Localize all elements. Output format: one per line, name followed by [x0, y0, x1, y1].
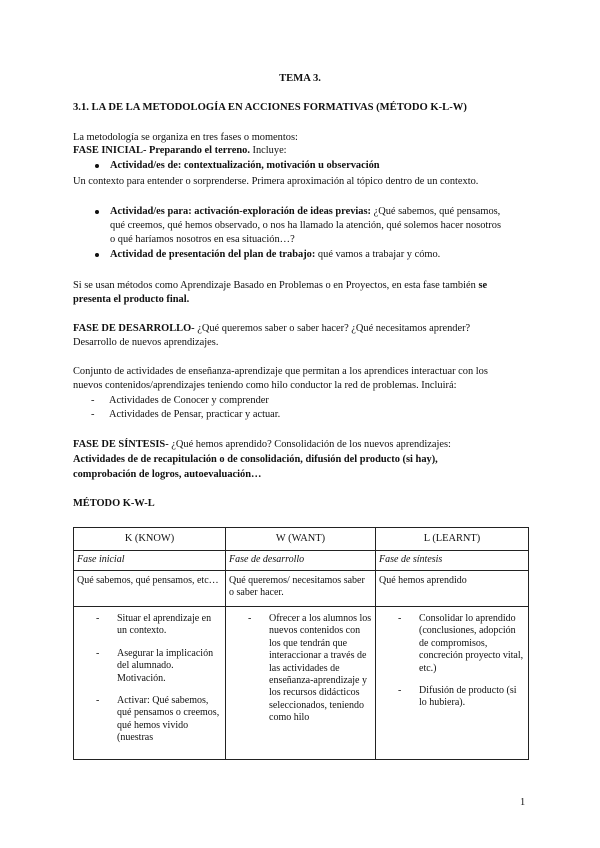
conjunto-line1: Conjunto de actividades de enseñanza-aprendizaje que permitan a los aprendices interactuar con los [73, 366, 488, 377]
bullet-plan-label: Actividad de presentación del plan de trabajo: [110, 249, 316, 260]
abp-line1 [73, 279, 487, 292]
bullet-activacion-text: ¿Qué sabemos, qué pensamos, [371, 206, 501, 217]
question-want: Qué queremos/ necesitamos saber o saber hacer. [229, 575, 365, 599]
phase-desarrollo: Fase de desarrollo [229, 554, 305, 565]
fase-sintesis-bold1: Actividades de de recapitulación o de consolidación, difusión del producto (si hay), [73, 454, 438, 465]
section-heading: 3.1. LA DE LA METODOLOGÍA EN ACCIONES FORMATIVAS (MÉTODO K-L-W) [73, 102, 467, 113]
header-know: K (KNOW) [74, 528, 226, 551]
list-item-text: Difusión de producto (si lo hubiera). [419, 685, 517, 709]
activities-learnt [376, 607, 528, 759]
header-learnt: L (LEARNT) [376, 528, 529, 551]
list-dash: - [96, 695, 100, 707]
list-dash: - [96, 647, 100, 659]
fase-desarrollo-rest: ¿Qué queremos saber o saber hacer? ¿Qué necesitamos aprender? [194, 323, 471, 334]
list-item-text: Asegurar la implicación del alumnado. Motivación. [117, 647, 214, 684]
list-item [77, 613, 222, 638]
bullet-dot [95, 164, 99, 168]
table-row-activities [74, 607, 529, 760]
list-dash: - [91, 409, 95, 420]
abp-bold-se: se [478, 280, 488, 291]
list-dash: - [398, 613, 402, 624]
metodo-kwl-title: MÉTODO K-W-L [73, 498, 155, 509]
list-dash: - [398, 685, 402, 697]
fase-sintesis-line [73, 438, 451, 451]
table-header-row [74, 528, 529, 551]
fase-sintesis-bold2: comprobación de logros, autoevaluación… [73, 469, 262, 480]
bullet-dot [95, 210, 99, 214]
list-item [379, 613, 525, 675]
list-item [379, 685, 525, 710]
list-item-text: Ofrecer a los alumnos los nuevos contenidos con los que tendrán que interaccionar a través de las actividades de enseñanza-aprendizaje y los recursos didácticos seleccionados, teniendo como hilo [269, 613, 372, 724]
abp-line2: presenta el producto final. [73, 294, 190, 305]
list-item [77, 695, 222, 745]
list-item [229, 613, 372, 725]
table-row-question [74, 571, 529, 607]
list-dash: - [91, 395, 95, 406]
bullet-activacion-label: Actividad/es para: activación-exploración de ideas previas: [110, 206, 371, 217]
activities-want [226, 607, 375, 759]
header-want: W (WANT) [226, 528, 376, 551]
bullet-activacion-line2: qué creemos, qué hemos observado, o nos ha llamado la atención, qué solemos hacer nosotros [110, 220, 501, 231]
page-title: TEMA 3. [279, 73, 321, 84]
bullet-contextualizacion: Actividad/es de: contextualización, motivación u observación [110, 160, 380, 171]
intro-text: La metodología se organiza en tres fases o momentos: [73, 132, 298, 143]
abp-text: Si se usan métodos como Aprendizaje Basado en Problemas o en Proyectos, en esta fase también [73, 280, 479, 291]
question-know: Qué sabemos, qué pensamos, etc… [77, 575, 219, 586]
bullet-activacion-line3: o qué haríamos nosotros en esa situación…? [110, 234, 295, 245]
list-dash: - [248, 613, 252, 624]
fase-sintesis-label: FASE DE SÍNTESIS- [73, 439, 169, 450]
phase-sintesis: Fase de síntesis [379, 554, 443, 565]
bullet-plan-trabajo [110, 248, 440, 261]
fase-desarrollo-line2: Desarrollo de nuevos aprendizajes. [73, 337, 219, 348]
activities-know [74, 607, 225, 759]
list-item-text: Activar: Qué sabemos, qué pensamos o creemos, qué hemos vivido (nuestras [117, 695, 220, 744]
bullet-activacion-line1 [110, 205, 500, 218]
list-item-text: Consolidar lo aprendido (conclusiones, adopción de compromisos, concreción proyecto vital, etc.) [419, 613, 524, 674]
list-item-pensar: Actividades de Pensar, practicar y actuar. [109, 409, 281, 420]
fase-sintesis-rest: ¿Qué hemos aprendido? Consolidación de los nuevos aprendizajes: [168, 439, 451, 450]
list-dash: - [96, 613, 100, 624]
phase-inicial: Fase inicial [77, 554, 125, 565]
bullet-dot [95, 253, 99, 257]
list-item [77, 648, 222, 685]
context-text: Un contexto para entender o sorprenderse. Primera aproximación al tópico dentro de un contexto. [73, 176, 479, 187]
question-learnt: Qué hemos aprendido [379, 575, 467, 586]
page-number: 1 [520, 797, 526, 808]
fase-inicial-line [73, 144, 287, 157]
fase-desarrollo-label: FASE DE DESARROLLO- [73, 323, 195, 334]
conjunto-line2: nuevos contenidos/aprendizajes teniendo como hilo conductor la red de problemas. Incluirá: [73, 380, 457, 391]
list-item-text: Situar el aprendizaje en un contexto. [117, 613, 212, 637]
kwl-table [73, 527, 529, 760]
fase-inicial-label: FASE INICIAL- Preparando el terreno. [73, 145, 250, 156]
fase-desarrollo-line [73, 322, 470, 335]
list-item-conocer: Actividades de Conocer y comprender [109, 395, 269, 406]
table-row-phase [74, 551, 529, 571]
bullet-plan-text: qué vamos a trabajar y cómo. [315, 249, 441, 260]
fase-inicial-rest: Incluye: [249, 145, 287, 156]
